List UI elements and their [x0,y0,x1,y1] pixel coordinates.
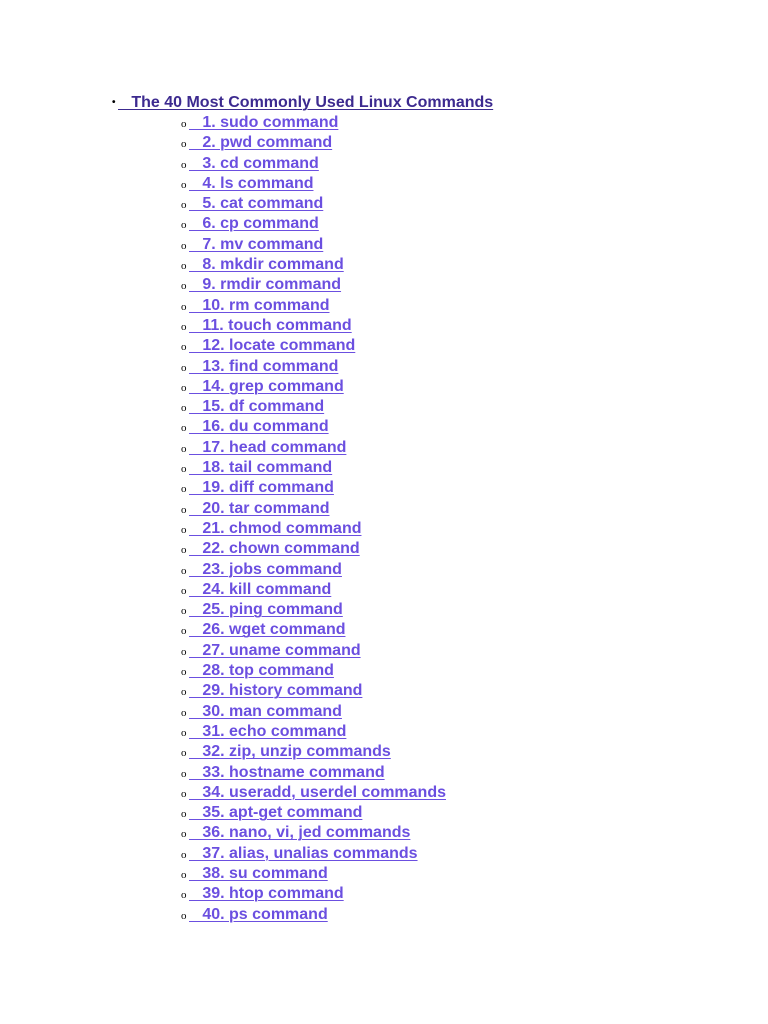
command-link[interactable]: 14. grep command [189,377,344,395]
circle-bullet-icon: o [181,483,187,496]
circle-bullet-icon: o [181,868,187,881]
list-item [0,580,768,600]
list-item [0,519,768,539]
command-link[interactable]: 16. du command [189,418,329,436]
command-link[interactable]: 26. wget command [189,621,346,639]
circle-bullet-icon: o [181,442,187,455]
circle-bullet-icon: o [181,828,187,841]
command-link[interactable]: 10. rm command [189,296,330,314]
circle-bullet-icon: o [181,584,187,597]
circle-bullet-icon: o [181,564,187,577]
bullet-icon: • [112,97,116,108]
list-item [0,499,768,519]
circle-bullet-icon: o [181,666,187,679]
list-item [0,478,768,498]
circle-bullet-icon: o [181,808,187,821]
circle-bullet-icon: o [181,625,187,638]
circle-bullet-icon: o [181,422,187,435]
circle-bullet-icon: o [181,787,187,800]
circle-bullet-icon: o [181,341,187,354]
circle-bullet-icon: o [181,889,187,902]
list-item [0,560,768,580]
circle-bullet-icon: o [181,463,187,476]
command-link[interactable]: 40. ps command [189,905,328,923]
list-item [0,823,768,843]
command-link[interactable]: 19. diff command [189,479,334,497]
circle-bullet-icon: o [181,686,187,699]
command-link[interactable]: 24. kill command [189,580,332,598]
command-link[interactable]: 32. zip, unzip commands [189,743,391,761]
command-link[interactable]: 11. touch command [189,316,352,334]
list-item [0,377,768,397]
list-item [0,397,768,417]
list-item [0,133,768,153]
command-link[interactable]: 30. man command [189,702,342,720]
list-item [0,641,768,661]
list-item [0,316,768,336]
circle-bullet-icon: o [181,280,187,293]
command-link[interactable]: 12. locate command [189,337,356,355]
circle-bullet-icon: o [181,199,187,212]
circle-bullet-icon: o [181,645,187,658]
list-item [0,803,768,823]
list-item [0,113,768,133]
list-item [0,844,768,864]
list-item [0,661,768,681]
command-link[interactable]: 8. mkdir command [189,256,344,274]
command-link[interactable]: 38. su command [189,864,328,882]
list-item [0,438,768,458]
toc-top-item [0,92,768,113]
circle-bullet-icon: o [181,260,187,273]
circle-bullet-icon: o [181,320,187,333]
command-link[interactable]: 18. tail command [189,459,333,477]
command-link[interactable]: 9. rmdir command [189,276,342,294]
list-item [0,864,768,884]
list-item [0,154,768,174]
list-item [0,905,768,925]
command-link[interactable]: 2. pwd command [189,134,333,152]
list-item [0,783,768,803]
command-link[interactable]: 1. sudo command [189,114,339,131]
circle-bullet-icon: o [181,239,187,252]
command-link[interactable]: 7. mv command [189,235,324,253]
command-link[interactable]: 6. cp command [189,215,319,233]
list-item [0,357,768,377]
circle-bullet-icon: o [181,300,187,313]
command-link[interactable]: 27. uname command [189,641,361,659]
command-link[interactable]: 17. head command [189,438,347,456]
list-item [0,296,768,316]
circle-bullet-icon: o [181,909,187,922]
circle-bullet-icon: o [181,503,187,516]
command-link[interactable]: 21. chmod command [189,519,362,537]
circle-bullet-icon: o [181,118,187,130]
list-item [0,255,768,275]
circle-bullet-icon: o [181,402,187,415]
list-item [0,214,768,234]
circle-bullet-icon: o [181,361,187,374]
command-link[interactable]: 36. nano, vi, jed commands [189,824,411,842]
list-item [0,884,768,904]
list-item [0,336,768,356]
list-item [0,620,768,640]
command-link[interactable]: 23. jobs command [189,560,342,578]
list-item [0,417,768,437]
command-link[interactable]: 13. find command [189,357,339,375]
command-link[interactable]: 22. chown command [189,540,360,558]
list-item [0,194,768,214]
command-link[interactable]: 31. echo command [189,722,347,740]
list-item [0,742,768,762]
circle-bullet-icon: o [181,767,187,780]
circle-bullet-icon: o [181,219,187,232]
command-link[interactable]: 25. ping command [189,601,343,619]
list-item [0,722,768,742]
command-link[interactable]: 20. tar command [189,499,330,517]
list-item [0,681,768,701]
table-of-contents [0,92,768,925]
command-link[interactable]: 15. df command [189,398,325,416]
circle-bullet-icon: o [181,523,187,536]
list-item [0,539,768,559]
command-link[interactable]: 33. hostname command [189,763,385,781]
circle-bullet-icon: o [181,605,187,618]
list-item [0,174,768,194]
command-link[interactable]: 3. cd command [189,154,319,172]
command-link[interactable]: 4. ls command [189,174,314,192]
command-link[interactable]: 37. alias, unalias commands [189,844,418,862]
command-link[interactable]: 39. htop command [189,885,344,903]
circle-bullet-icon: o [181,138,187,151]
circle-bullet-icon: o [181,178,187,191]
command-link[interactable]: 5. cat command [189,195,324,213]
circle-bullet-icon: o [181,848,187,861]
command-link[interactable]: 34. useradd, userdel commands [189,783,446,801]
circle-bullet-icon: o [181,726,187,739]
circle-bullet-icon: o [181,381,187,394]
command-list [0,113,768,925]
circle-bullet-icon: o [181,747,187,760]
list-item [0,458,768,478]
command-link[interactable]: 29. history command [189,682,363,700]
list-item [0,275,768,295]
circle-bullet-icon: o [181,158,187,171]
command-link[interactable]: 35. apt-get command [189,804,363,822]
list-item [0,600,768,620]
circle-bullet-icon: o [181,544,187,557]
circle-bullet-icon: o [181,706,187,719]
list-item [0,235,768,255]
toc-title-link[interactable]: The 40 Most Commonly Used Linux Commands [118,94,494,111]
list-item [0,763,768,783]
command-link[interactable]: 28. top command [189,662,334,680]
list-item [0,702,768,722]
